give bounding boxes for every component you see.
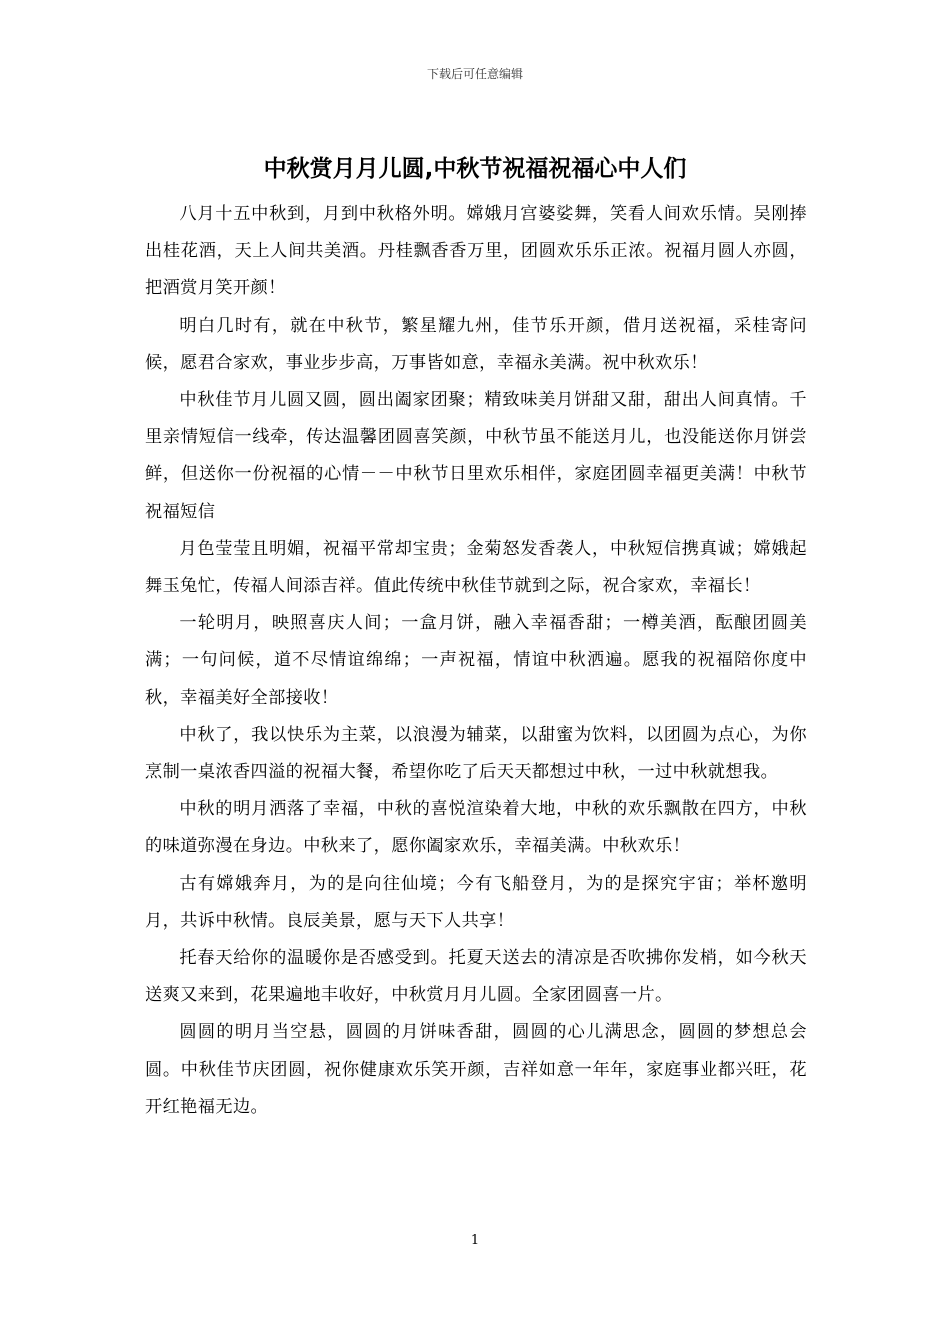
document-body bbox=[145, 196, 807, 1126]
document-title: 中秋赏月月儿圆,中秋节祝福祝福心中人们 bbox=[263, 156, 687, 182]
paragraph: 月色莹莹且明媚，祝福平常却宝贵；金菊怒发香袭人，中秋短信携真诚；嫦娥起舞玉兔忙，传福人间添吉祥。值此传统中秋佳节就到之际，祝合家欢，幸福长！ bbox=[145, 538, 807, 597]
header-note: 下载后可任意编辑 bbox=[426, 67, 523, 81]
paragraph: 一轮明月，映照喜庆人间；一盒月饼，融入幸福香甜；一樽美酒，酝酿团圆美满；一句问候，道不尽情谊绵绵；一声祝福，情谊中秋洒遍。愿我的祝福陪你度中秋，幸福美好全部接收！ bbox=[145, 613, 807, 708]
paragraph: 中秋佳节月儿圆又圆，圆出阖家团聚；精致味美月饼甜又甜，甜出人间真情。千里亲情短信一线牵，传达温馨团圆喜笑颜，中秋节虽不能送月儿，也没能送你月饼尝鲜，但送你一份祝福的心情－－中秋节日里欢乐相伴，家庭团圆幸福更美满！中秋节祝福短信 bbox=[145, 390, 807, 522]
paragraph: 中秋的明月洒落了幸福，中秋的喜悦渲染着大地，中秋的欢乐飘散在四方，中秋的味道弥漫在身边。中秋来了，愿你阖家欢乐，幸福美满。中秋欢乐！ bbox=[145, 799, 807, 857]
paragraph: 圆圆的明月当空悬，圆圆的月饼味香甜，圆圆的心儿满思念，圆圆的梦想总会圆。中秋佳节庆团圆，祝你健康欢乐笑开颜，吉祥如意一年年，家庭事业都兴旺，花开红艳福无边。 bbox=[145, 1022, 807, 1117]
paragraph: 古有嫦娥奔月，为的是向往仙境；今有飞船登月，为的是探究宇宙；举杯邀明月，共诉中秋情。良辰美景，愿与天下人共享！ bbox=[145, 873, 807, 931]
paragraph: 八月十五中秋到，月到中秋格外明。嫦娥月宫婆娑舞，笑看人间欢乐情。吴刚捧出桂花酒，天上人间共美酒。丹桂飘香香万里，团圆欢乐乐正浓。祝福月圆人亦圆，把酒赏月笑开颜！ bbox=[145, 204, 807, 299]
page-number: 1 bbox=[470, 1233, 480, 1248]
paragraph: 托春天给你的温暖你是否感受到。托夏天送去的清凉是否吹拂你发梢，如今秋天送爽又来到，花果遍地丰收好，中秋赏月月儿圆。全家团圆喜一片。 bbox=[145, 948, 807, 1006]
paragraph: 中秋了，我以快乐为主菜，以浪漫为辅菜，以甜蜜为饮料，以团圆为点心，为你烹制一桌浓香四溢的祝福大餐，希望你吃了后天天都想过中秋，一过中秋就想我。 bbox=[145, 724, 807, 783]
paragraph: 明白几时有，就在中秋节，繁星耀九州，佳节乐开颜，借月送祝福，采桂寄问候，愿君合家欢，事业步步高，万事皆如意，幸福永美满。祝中秋欢乐！ bbox=[145, 315, 807, 373]
